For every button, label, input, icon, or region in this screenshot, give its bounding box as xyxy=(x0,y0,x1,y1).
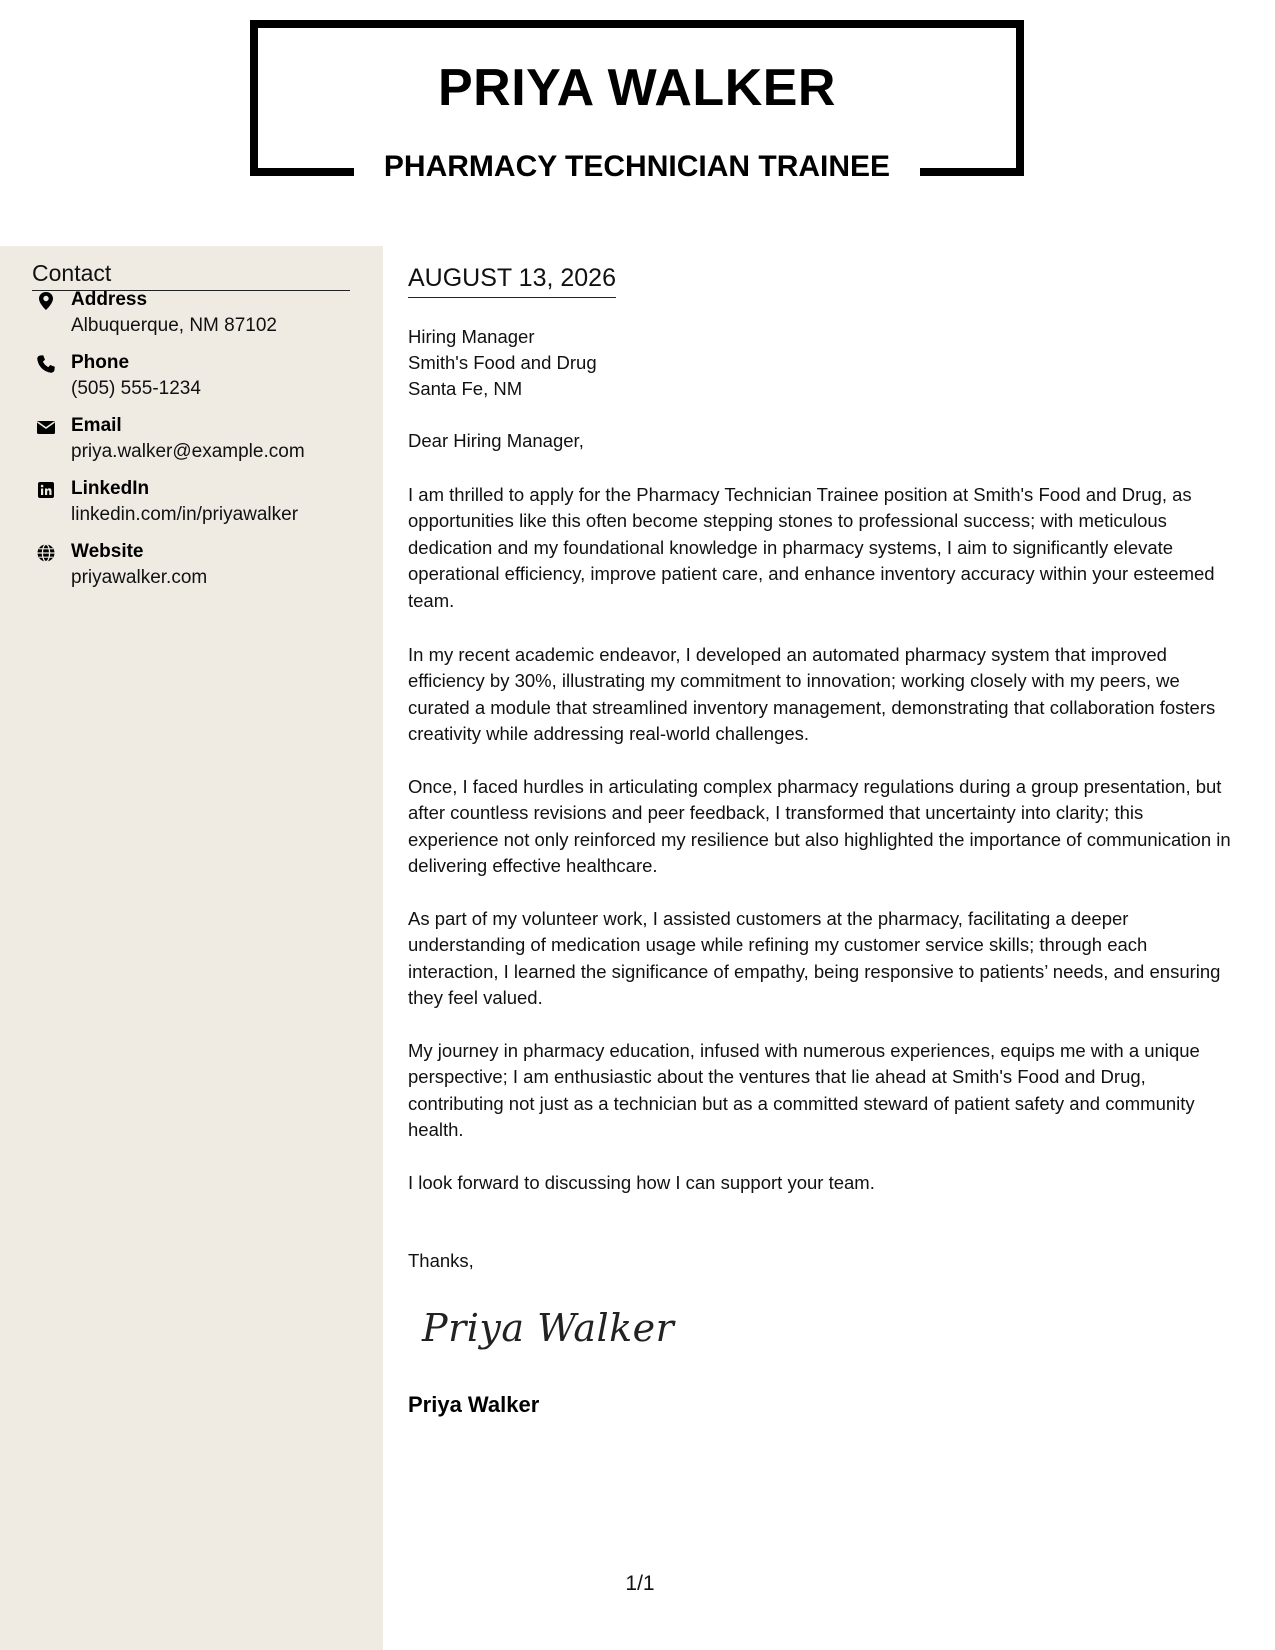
envelope-icon xyxy=(36,417,56,437)
frame-bottom-right-border xyxy=(920,168,1024,176)
globe-icon xyxy=(36,543,56,563)
recipient-line: Hiring Manager xyxy=(408,326,535,347)
applicant-name: PRIYA WALKER xyxy=(438,59,836,117)
phone-icon xyxy=(36,354,56,374)
body-paragraph: As part of my volunteer work, I assisted customers at the pharmacy, facilitating a deeper understanding of medication usage while refining my customer service skills; through each interaction, I learned the significance of empathy, being responsive to patients’ needs, and ensuring they feel valued. xyxy=(408,908,1221,1009)
contact-label: Website xyxy=(71,541,144,562)
body-paragraph: I am thrilled to apply for the Pharmacy Technician Trainee position at Smith's Food and Drug, as opportunities like this often become stepping stones to professional success; with meticulous dedication and my foundational knowledge in pharmacy systems, I aim to significantly elevate operational efficiency, improve patient care, and enhance inventory accuracy within your esteemed team. xyxy=(408,484,1215,611)
contact-value: (505) 555-1234 xyxy=(71,378,201,399)
contact-label: Address xyxy=(71,289,148,310)
recipient-block xyxy=(408,324,597,402)
contact-heading: Contact xyxy=(32,260,350,291)
frame-bottom-left-border xyxy=(250,168,354,176)
salutation: Dear Hiring Manager, xyxy=(408,430,584,451)
contact-value: linkedin.com/in/priyawalker xyxy=(71,504,299,525)
map-pin-icon xyxy=(36,291,56,311)
contact-value: priyawalker.com xyxy=(71,567,208,588)
page-number: 1/1 xyxy=(625,1572,655,1595)
body-paragraph: In my recent academic endeavor, I developed an automated pharmacy system that improved efficiency by 30%, illustrating my commitment to innovation; working closely with my peers, we curated a module that streamlined inventory management, demonstrating that collaboration fosters creativity while addressing real-world challenges. xyxy=(408,644,1216,745)
contact-value: Albuquerque, NM 87102 xyxy=(71,315,277,336)
contact-value: priya.walker@example.com xyxy=(71,441,305,462)
handwritten-signature: Priya Walker xyxy=(422,1306,675,1350)
recipient-line: Santa Fe, NM xyxy=(408,378,523,399)
frame-top-border xyxy=(250,20,1024,28)
signer-name: Priya Walker xyxy=(408,1392,540,1417)
body-paragraph: I look forward to discussing how I can support your team. xyxy=(408,1172,875,1193)
recipient-line: Smith's Food and Drug xyxy=(408,352,597,373)
job-title: PHARMACY TECHNICIAN TRAINEE xyxy=(383,150,891,183)
body-paragraph: Once, I faced hurdles in articulating complex pharmacy regulations during a group presentation, but after countless revisions and peer feedback, I transformed that uncertainty into clarity; this experience not only reinforced my resilience but also highlighted the importance of communication in delivering effective healthcare. xyxy=(408,776,1231,877)
contact-label: LinkedIn xyxy=(71,478,150,499)
letter-date: AUGUST 13, 2026 xyxy=(408,264,616,298)
closing: Thanks, xyxy=(408,1250,474,1271)
contact-label: Email xyxy=(71,415,122,436)
contact-sidebar xyxy=(0,246,383,1650)
body-paragraph: My journey in pharmacy education, infused with numerous experiences, equips me with a unique perspective; I am enthusiastic about the ventures that lie ahead at Smith's Food and Drug, contributing not just as a technician but as a committed steward of patient safety and community health. xyxy=(408,1040,1200,1141)
linkedin-icon xyxy=(36,480,56,500)
contact-label: Phone xyxy=(71,352,130,373)
